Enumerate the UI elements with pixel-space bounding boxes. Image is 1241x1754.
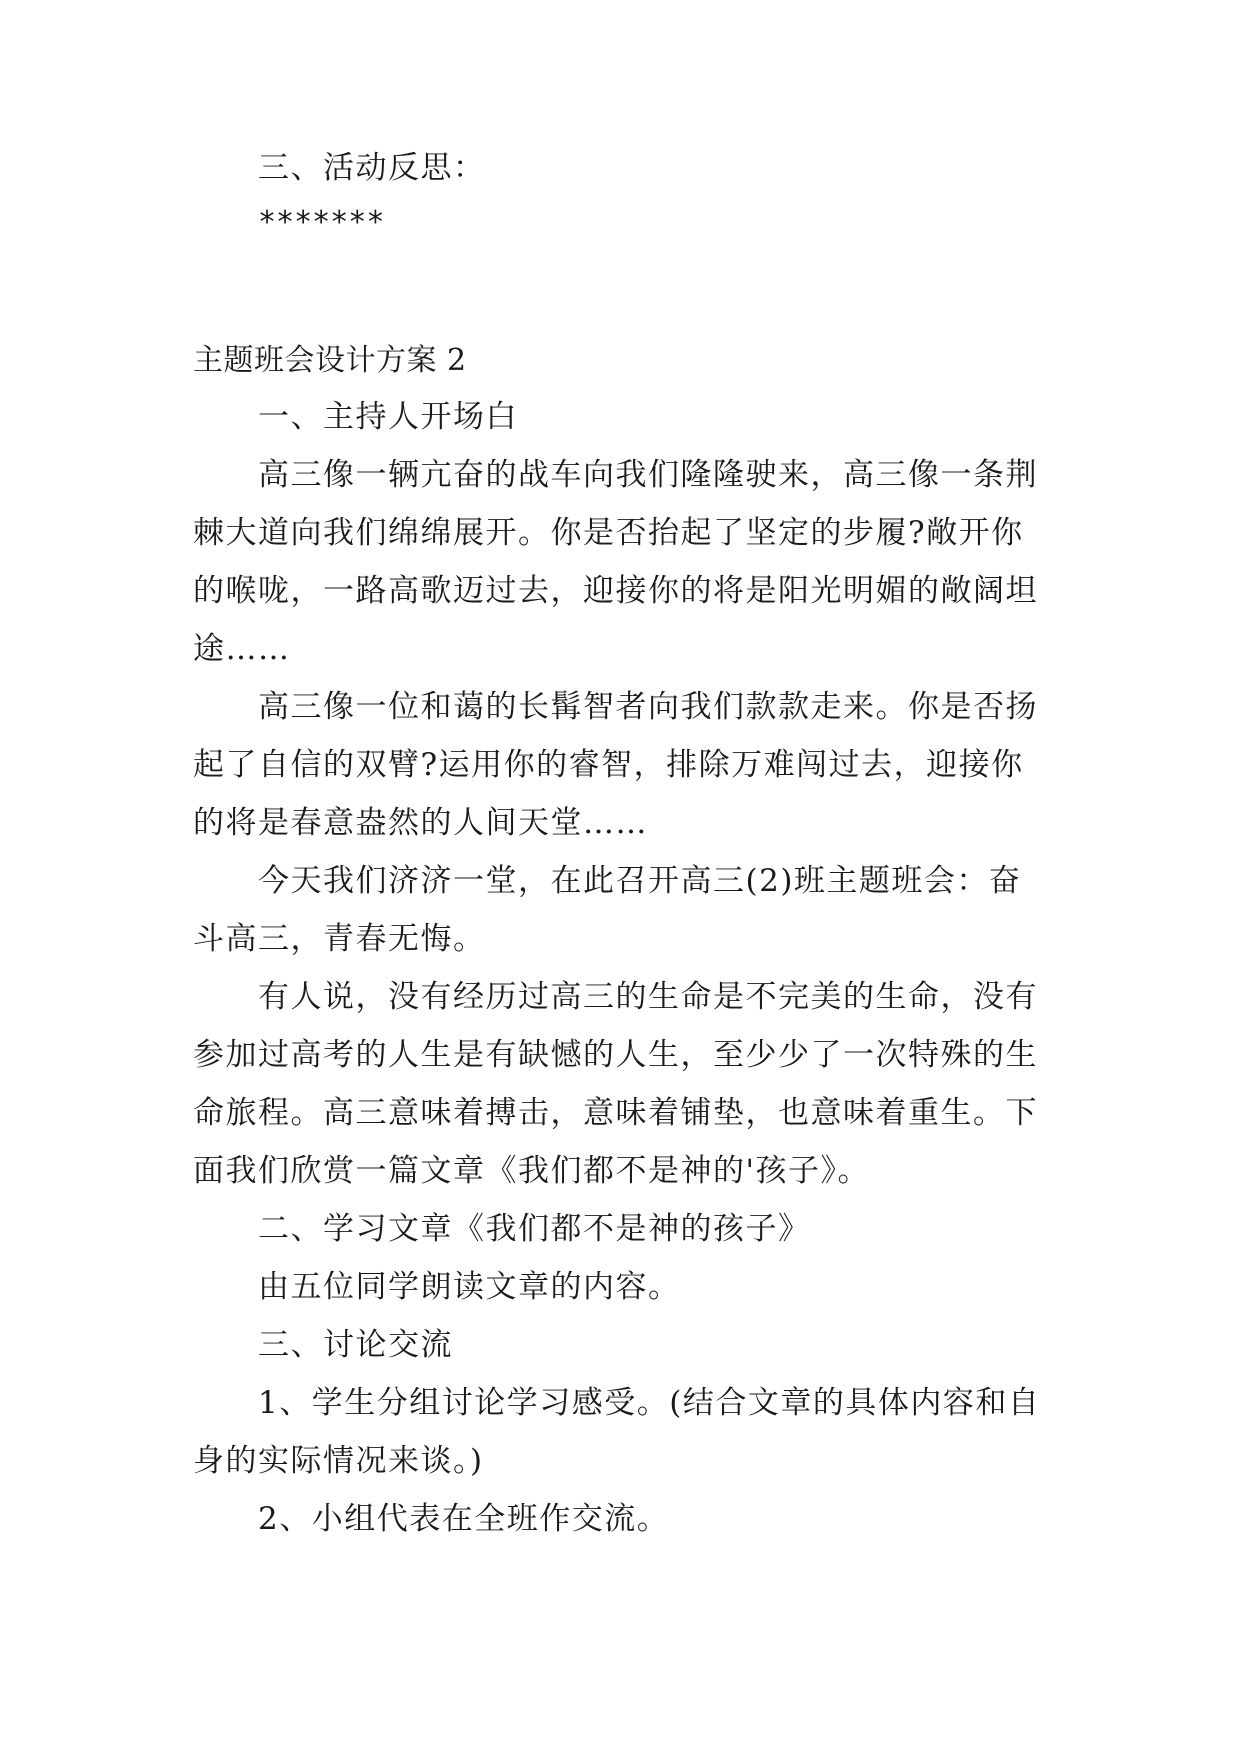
discuss-heading: 三、讨论交流 (258, 1327, 453, 1363)
discuss-item-1-line-2: 身的实际情况来谈。) (193, 1443, 484, 1479)
paragraph-4-line-3: 命旅程。高三意味着搏击，意味着铺垫，也意味着重生。下 (193, 1095, 1038, 1131)
paragraph-3-line-1: 今天我们济济一堂，在此召开高三(2)班主题班会：奋 (258, 863, 1022, 899)
discuss-item-2: 2、小组代表在全班作交流。 (258, 1501, 670, 1537)
study-heading: 二、学习文章《我们都不是神的孩子》 (258, 1211, 811, 1247)
paragraph-2-line-3: 的将是春意盎然的人间天堂…… (193, 805, 648, 841)
plan-title: 主题班会设计方案 2 (193, 343, 467, 378)
paragraph-4-line-2: 参加过高考的人生是有缺憾的人生，至少少了一次特殊的生 (193, 1037, 1038, 1073)
paragraph-1-line-3: 的喉咙，一路高歌迈过去，迎接你的将是阳光明媚的敞阔坦 (193, 573, 1038, 609)
reflection-heading: 三、活动反思： (258, 150, 486, 186)
paragraph-4-line-4: 面我们欣赏一篇文章《我们都不是神的'孩子》。 (193, 1153, 871, 1189)
paragraph-2-line-1: 高三像一位和蔼的长髯智者向我们款款走来。你是否扬 (258, 689, 1038, 725)
paragraph-1-line-4: 途…… (193, 631, 291, 667)
opening-heading: 一、主持人开场白 (258, 399, 518, 435)
paragraph-3-line-2: 斗高三，青春无悔。 (193, 921, 486, 957)
paragraph-4-line-1: 有人说，没有经历过高三的生命是不完美的生命，没有 (258, 979, 1038, 1015)
study-text: 由五位同学朗读文章的内容。 (258, 1269, 681, 1305)
discuss-item-1-line-1: 1、学生分组讨论学习感受。(结合文章的具体内容和自 (258, 1385, 1041, 1421)
paragraph-1-line-1: 高三像一辆亢奋的战车向我们隆隆驶来，高三像一条荆 (258, 457, 1038, 493)
paragraph-1-line-2: 棘大道向我们绵绵展开。你是否抬起了坚定的步履?敞开你 (193, 515, 1024, 551)
separator-stars: ******* (258, 205, 385, 240)
paragraph-2-line-2: 起了自信的双臂?运用你的睿智，排除万难闯过去，迎接你 (193, 747, 1024, 783)
